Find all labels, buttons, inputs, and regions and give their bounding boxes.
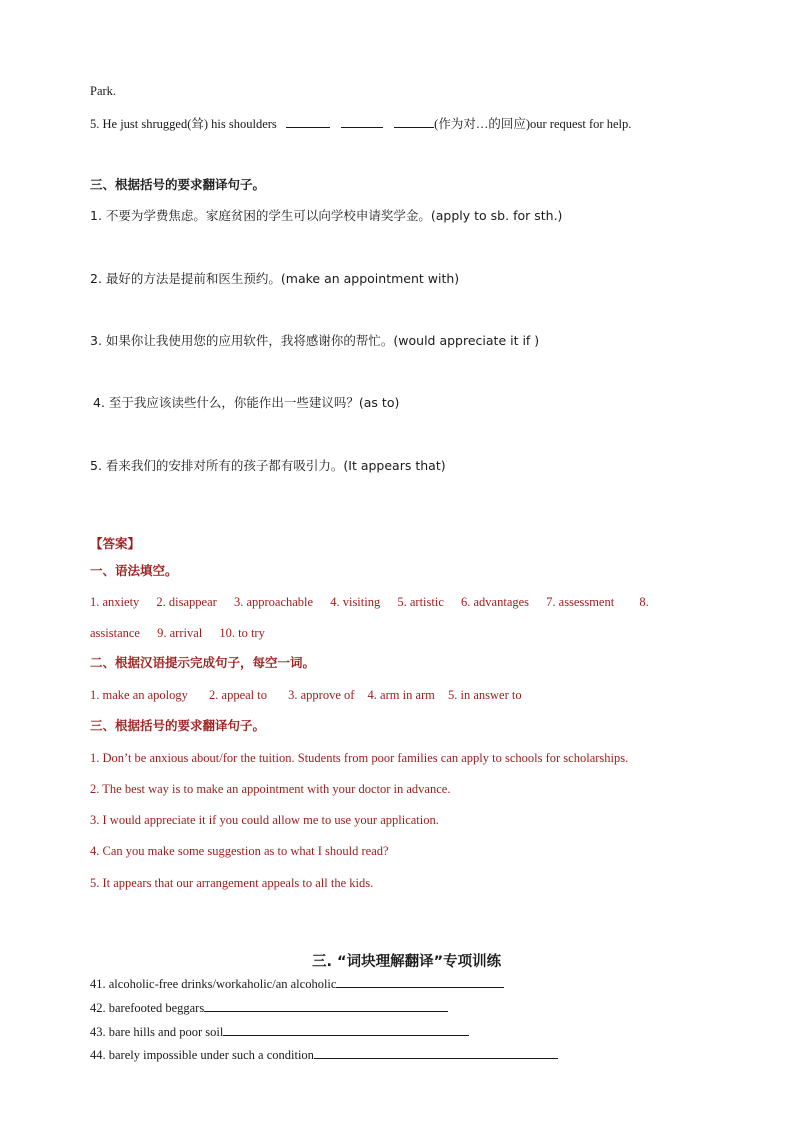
answer-item: 7. assessment [546,595,615,609]
answer-item: 10. to try [219,626,265,640]
answer-part1-heading: 一、语法填空。 [90,563,178,578]
answer-sentence: 2. The best way is to make an appointment with your doctor in advance. [90,782,451,796]
answer-blank[interactable] [314,1047,558,1059]
question-5-text: 5. He just shrugged(耸) his shoulders [90,117,277,131]
answer-blank[interactable] [341,116,383,128]
answer-blank[interactable] [204,1000,448,1012]
answer-sentence: 1. Don’t be anxious about/for the tuition. Students from poor families can apply to schools for scholarships. [90,751,629,765]
translation-item: 1. 不要为学费焦虑。家庭贫困的学生可以向学校申请奖学金。(apply to sb. for sth.) [90,208,563,223]
answer-item: 4. arm in arm [367,688,435,702]
answer-sentence: 4. Can you make some suggestion as to what I should read? [90,844,389,858]
training-item-text: 42. barefooted beggars [90,1001,205,1015]
answer-item: 2. appeal to [209,688,267,702]
answer-item: 9. arrival [157,626,203,640]
continued-text: Park. [90,84,117,98]
answer-blank[interactable] [223,1024,469,1036]
answer-part3-heading: 三、根据括号的要求翻译句子。 [90,718,266,733]
answer-item: 5. in answer to [448,688,522,702]
answer-sentence: 3. I would appreciate it if you could allow me to use your application. [90,813,439,827]
training-item [90,976,504,992]
answer-part2-line [90,687,522,703]
section-heading: 三、根据括号的要求翻译句子。 [90,177,266,192]
answer-part2-heading: 二、根据汉语提示完成句子，每空一词。 [90,655,316,670]
answer-sentence: 5. It appears that our arrangement appeals to all the kids. [90,876,374,890]
answer-item: 3. approve of [288,688,355,702]
training-item-text: 41. alcoholic-free drinks/workaholic/an alcoholic [90,977,337,991]
answer-item: 1. anxiety [90,595,140,609]
question-5 [90,116,631,132]
answer-item: 4. visiting [330,595,381,609]
training-item-text: 43. bare hills and poor soil [90,1025,224,1039]
answer-item: 1. make an apology [90,688,188,702]
answer-item: 5. artistic [397,595,444,609]
answer-item: 2. disappear [156,595,217,609]
answer-item: 3. approachable [233,595,314,609]
translation-item: 5. 看来我们的安排对所有的孩子都有吸引力。(It appears that) [90,458,446,473]
translation-item: 2. 最好的方法是提前和医生预约。(make an appointment with) [90,271,460,286]
answer-part1-line2 [90,625,265,641]
training-item-text: 44. barely impossible under such a condition [90,1048,314,1062]
training-item [90,1024,469,1040]
answer-item: 8. [639,595,649,609]
translation-item: 3. 如果你让我使用您的应用软件，我将感谢你的帮忙。(would appreciate it if ) [90,333,540,348]
training-title: 三. “词块理解翻译”专项训练 [312,954,502,970]
answer-part1-line1 [90,594,649,610]
answer-blank[interactable] [286,116,330,128]
answer-blank[interactable] [394,116,434,128]
question-5-hint: (作为对…的回应)our request for help. [434,117,632,131]
answer-blank[interactable] [336,976,504,988]
translation-item: 4. 至于我应该读些什么，你能作出一些建议吗？(as to) [93,395,400,410]
training-item [90,1047,558,1063]
training-item [90,1000,448,1016]
answer-label: 【答案】 [90,536,141,551]
answer-item: assistance [90,626,140,640]
answer-item: 6. advantages [461,595,530,609]
